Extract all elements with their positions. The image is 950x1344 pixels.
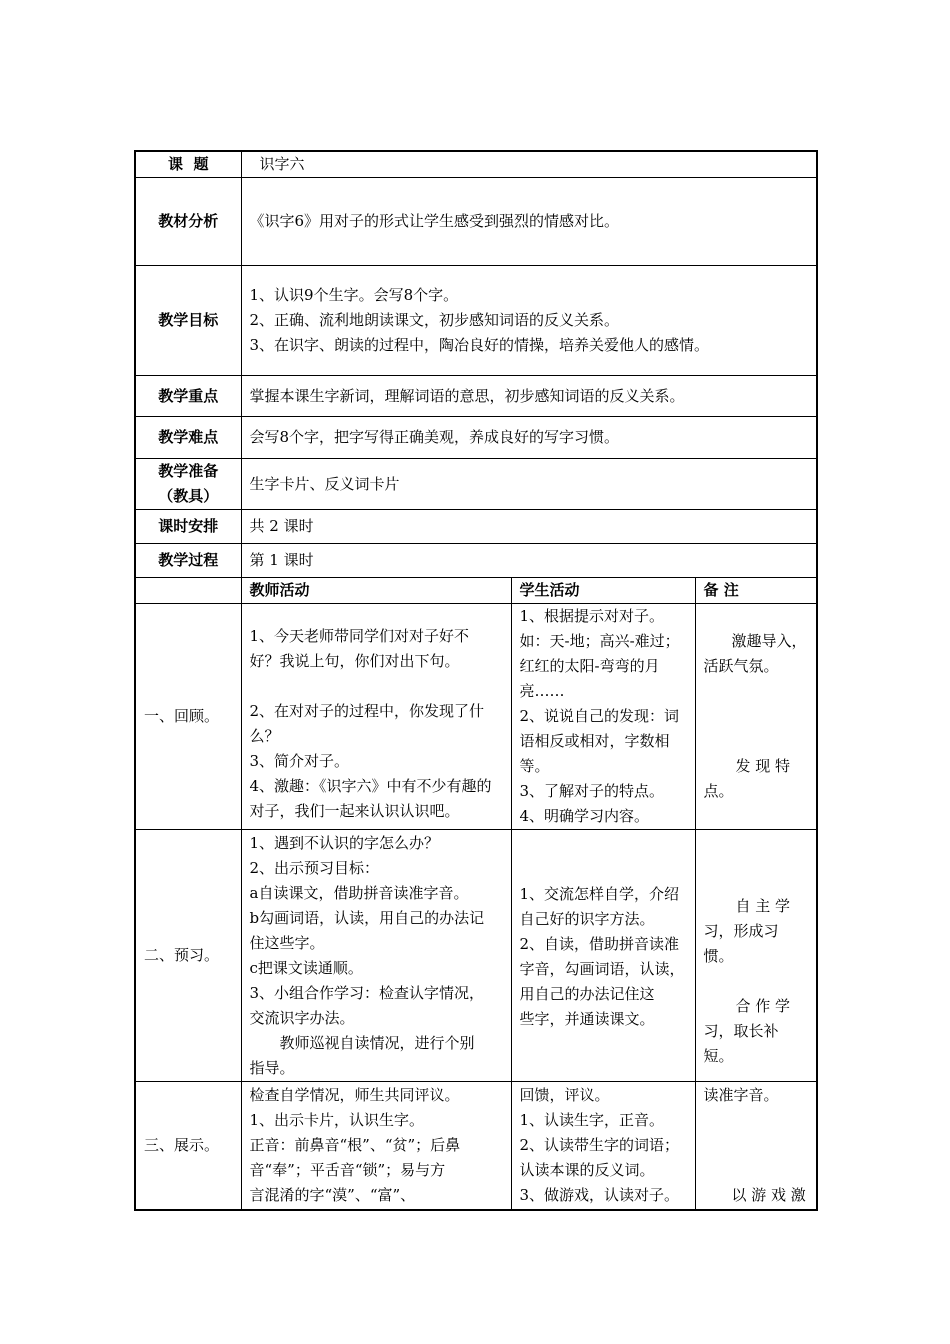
- student-activity: [511, 1082, 695, 1210]
- text-line: 点。: [703, 782, 734, 800]
- text-line: 认读本课的反义词。: [519, 1160, 655, 1179]
- process-label: 教学过程: [135, 544, 241, 578]
- text-line: 用自己的办法记住这: [519, 985, 655, 1003]
- text-line: 1、今天老师带同学们对对子好不: [249, 626, 470, 645]
- teacher-activity: [241, 604, 511, 830]
- text-line: 2、自读，借助拼音读准: [519, 935, 680, 953]
- hours-value: 共 2 课时: [241, 510, 817, 544]
- goal-line: 2、正确、流利地朗读课文，初步感知词语的反义关系。: [249, 311, 620, 329]
- text-line: 等。: [519, 757, 550, 775]
- prep-label-line2: （教具）: [158, 487, 219, 505]
- focus-label: 教学重点: [135, 376, 241, 417]
- text-line: 3、简介对子。: [249, 751, 350, 770]
- student-activity: [511, 604, 695, 830]
- text-line: 指导。: [249, 1058, 295, 1077]
- text-line: 2、在对对子的过程中，你发现了什: [249, 701, 485, 720]
- text-line: 2、出示预习目标：: [249, 858, 380, 877]
- notes-column-header: 备 注: [695, 578, 817, 604]
- text-line: 回馈，评议。: [519, 1085, 610, 1104]
- row-column-headers: [135, 578, 817, 604]
- notes: [695, 830, 817, 1082]
- text-line: 住这些字。: [249, 933, 325, 952]
- row-analysis: [135, 178, 817, 266]
- text-line: 合 作 学: [735, 997, 791, 1015]
- text-line: 正音：前鼻音“根”、“贫”；后鼻: [249, 1135, 461, 1154]
- text-line: 读准字音。: [703, 1085, 779, 1104]
- hours-label: 课时安排: [135, 510, 241, 544]
- text-line: 红红的太阳-弯弯的月: [519, 657, 660, 675]
- blank-line: [704, 1108, 809, 1183]
- lesson-plan-table: [134, 150, 818, 1211]
- row-goals: [135, 266, 817, 376]
- text-line: 言混淆的字“漠”、“富”、: [249, 1185, 416, 1204]
- row-focus: [135, 376, 817, 417]
- notes: [695, 604, 817, 830]
- text-line: 3、小组合作学习：检查认字情况，: [249, 983, 485, 1002]
- step-row-preview: [135, 830, 817, 1082]
- text-line: 2、认读带生字的词语；: [519, 1135, 680, 1154]
- text-line: 检查自学情况，师生共同评议。: [249, 1085, 460, 1104]
- topic-value: 识字六: [241, 151, 817, 178]
- process-value: 第 1 课时: [241, 544, 817, 578]
- prep-label: [135, 459, 241, 510]
- text-line: 1、交流怎样自学，介绍: [519, 885, 680, 903]
- empty-header-cell: [135, 578, 241, 604]
- text-line: a自读课文，借助拼音读准字音。: [249, 883, 469, 902]
- text-line: 活跃气氛。: [703, 657, 779, 675]
- text-line: 音“奉”；平舌音“锁”；易与方: [249, 1160, 446, 1179]
- student-column-header: 学生活动: [511, 578, 695, 604]
- text-line: 自 主 学: [735, 897, 791, 915]
- goal-line: 1、认识9个生字。会写8个字。: [249, 286, 459, 304]
- notes: [695, 1082, 817, 1210]
- blank-line: [704, 969, 809, 994]
- analysis-label: 教材分析: [135, 178, 241, 266]
- student-activity: [511, 830, 695, 1082]
- text-line: 3、做游戏，认读对子。: [519, 1185, 680, 1204]
- row-hours: [135, 510, 817, 544]
- text-line: 1、遇到不认识的字怎么办？: [249, 833, 440, 852]
- text-line: 好？我说上句，你们对出下句。: [249, 651, 460, 670]
- text-line: 习，形成习惯。: [703, 922, 779, 965]
- blank-line: [704, 679, 809, 754]
- step-row-showcase: [135, 1082, 817, 1210]
- text-line: 么？: [249, 726, 280, 745]
- prep-label-line1: 教学准备: [158, 462, 219, 480]
- step-name: 三、展示。: [135, 1082, 241, 1210]
- text-line: 字音，勾画词语，认读，: [519, 960, 685, 978]
- text-line: b勾画词语，认读，用自己的办法记: [249, 908, 485, 927]
- focus-value: 掌握本课生字新词，理解词语的意思，初步感知词语的反义关系。: [241, 376, 817, 417]
- text-line: 教师巡视自读情况，进行个别: [279, 1033, 475, 1052]
- text-line: 习，取长补短。: [703, 1022, 779, 1065]
- text-line: 些字，并通读课文。: [519, 1010, 655, 1028]
- teacher-activity: [241, 830, 511, 1082]
- goals-label: 教学目标: [135, 266, 241, 376]
- teacher-activity: [241, 1082, 511, 1210]
- step-name: 一、回顾。: [135, 604, 241, 830]
- text-line: 如：天-地；高兴-难过；: [519, 632, 680, 650]
- row-topic: [135, 151, 817, 178]
- text-line: 以 游 戏 激: [731, 1185, 806, 1204]
- text-line: 自己好的识字方法。: [519, 910, 655, 928]
- analysis-value: 《识字6》用对子的形式让学生感受到强烈的情感对比。: [241, 178, 817, 266]
- text-line: 1、出示卡片，认识生字。: [249, 1110, 425, 1129]
- row-prep: [135, 459, 817, 510]
- teacher-column-header: 教师活动: [241, 578, 511, 604]
- text-line: 语相反或相对，字数相: [519, 732, 670, 750]
- difficulty-label: 教学难点: [135, 417, 241, 459]
- step-row-review: [135, 604, 817, 830]
- text-line: 亮……: [519, 682, 565, 700]
- goal-line: 3、在识字、朗读的过程中，陶冶良好的情操，培养关爱他人的感情。: [249, 336, 710, 354]
- text-line: 3、了解对子的特点。: [519, 782, 665, 800]
- text-line: 激趣导入，: [731, 632, 807, 650]
- text-line: 2、说说自己的发现：词: [519, 707, 680, 725]
- prep-value: 生字卡片、反义词卡片: [241, 459, 817, 510]
- text-line: 对子，我们一起来认识认识吧。: [249, 801, 460, 820]
- step-name: 二、预习。: [135, 830, 241, 1082]
- text-line: 4、激趣：《识字六》中有不少有趣的: [249, 776, 492, 795]
- text-line: 4、明确学习内容。: [519, 807, 650, 825]
- blank-line: [250, 674, 503, 699]
- row-process: [135, 544, 817, 578]
- text-line: 1、认读生字，正音。: [519, 1110, 665, 1129]
- text-line: 交流识字办法。: [249, 1008, 355, 1027]
- text-line: 发 现 特: [735, 757, 791, 775]
- text-line: 1、根据提示对对子。: [519, 607, 665, 625]
- goals-value: [241, 266, 817, 376]
- topic-label: 课 题: [135, 151, 241, 178]
- text-line: c把课文读通顺。: [249, 958, 363, 977]
- row-difficulty: [135, 417, 817, 459]
- difficulty-value: 会写8个字，把字写得正确美观，养成良好的写字习惯。: [241, 417, 817, 459]
